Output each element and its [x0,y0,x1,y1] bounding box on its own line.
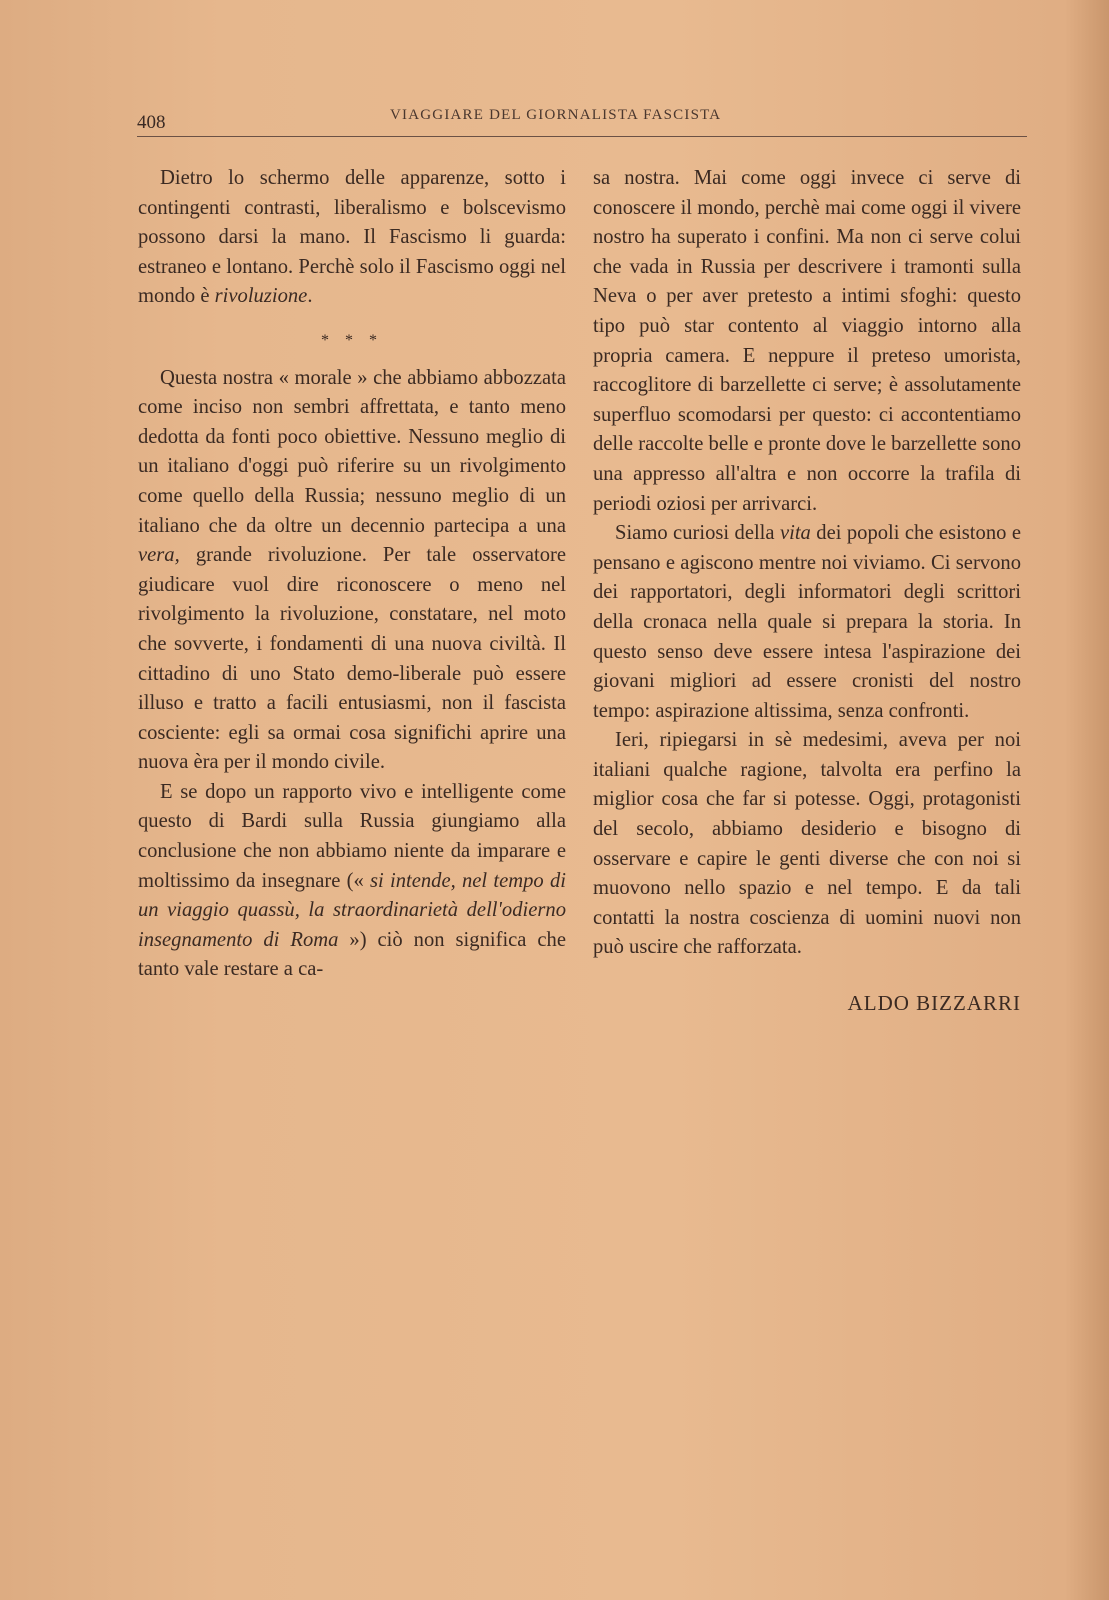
paragraph: sa nostra. Mai come oggi invece ci serve di conoscere il mondo, perchè mai come oggi il vivere nostro ha superato i confini. Ma non ci serve colui che vada in Russia per descrivere i tramonti sulla Neva o per aver pretesto a intimi sfoghi: questo tipo può star contento al viaggio intorno alla propria camera. E neppure il preteso umorista, raccoglitore di barzellette ci serve; è assolutamente superfluo scomodarsi per questo: ci accontentiamo delle raccolte belle e pronte dove le barzellette sono una appresso all'altra e non occorre la trafila di periodi oziosi per arrivarci. [593,167,1021,515]
running-title: VIAGGIARE DEL GIORNALISTA FASCISTA [390,107,722,123]
paragraph: Ieri, ripiegarsi in sè medesimi, aveva per noi italiani qualche ragione, talvolta era perfino la miglior cosa che far si potesse. Oggi, protagonisti del secolo, abbiamo desiderio e bisogno di osservare e capire le genti diverse che con noi si muovono nello spazio e nel tempo. E da tali contatti la nostra coscienza di uomini nuovi non può uscire che rafforzata. [593,729,1021,959]
section-separator: * * * [321,331,383,349]
paragraph: Questa nostra « morale » che abbiamo abbozzata come inciso non sembri affrettata, e tanto meno dedotta da fonti poco obiettive. Nessuno meglio di un italiano d'oggi può riferire su un rivolgimento come quello della Russia; nessuno meglio di un italiano che da oltre un decennio partecipa a una vera, grande rivoluzione. Per tale osservatore giudicare vuol dire riconoscere o meno nel rivolgimento la rivoluzione, constatare, nel moto che sovverte, i fondamenti di una nuova civiltà. Il cittadino di uno Stato demo-liberale può essere illuso e tratto a facili entusiasmi, non il fascista cosciente: egli sa ormai cosa significhi aprire una nuova èra per il mondo civile. [138,366,566,774]
author-signature: ALDO BIZZARRI [847,991,1021,1016]
paragraph: Dietro lo schermo delle apparenze, sotto i contingenti contrasti, liberalismo e bolscevismo possono darsi la mano. Il Fascismo li guarda: estraneo e lontano. Perchè solo il Fascismo oggi nel mondo è rivoluzione. [138,167,566,308]
page-number: 408 [137,112,166,133]
page-header [137,104,1027,144]
header-rule [137,136,1027,137]
paragraph: Siamo curiosi della vita dei popoli che esistono e pensano e agiscono mentre noi viviamo. Ci servono dei rapportatori, degli informatori degli scrittori della cronaca nella quale si prepara la storia. In questo senso deve essere intesa l'aspirazione dei giovani migliori ad essere cronisti del nostro tempo: aspirazione altissima, senza confronti. [593,522,1021,722]
right-column [593,164,1021,1019]
paragraph: E se dopo un rapporto vivo e intelligente come questo di Bardi sulla Russia giungiamo alla conclusione che non abbiamo niente da imparare e moltissimo da insegnare (« si intende, nel tempo di un viaggio quassù, la straordinarietà dell'odierno insegnamento di Roma ») ciò non significa che tanto vale restare a ca- [138,780,566,981]
left-column [138,164,566,985]
